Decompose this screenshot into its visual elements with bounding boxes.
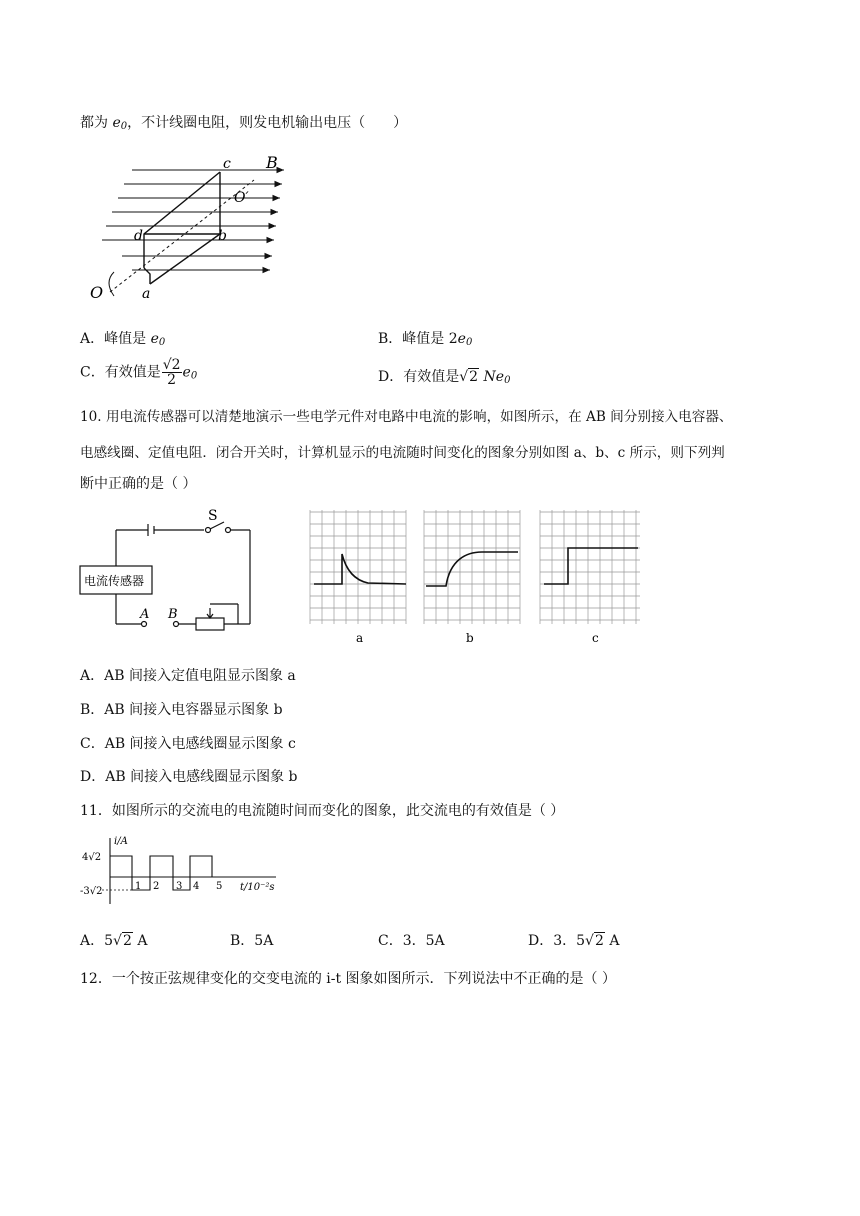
q11-ytop-label: 4√2 xyxy=(82,852,102,863)
q9-coil-figure xyxy=(84,150,294,308)
q10-option-a[interactable]: A．AB 间接入定值电阻显示图象 a xyxy=(80,668,296,684)
q10-stem-line3: 断中正确的是（ ） xyxy=(80,476,197,492)
q9-option-a[interactable]: A．峰值是 $e_0$ xyxy=(80,331,166,348)
q11-stem: 11．如图所示的交流电的电流随时间而变化的图象，此交流电的有效值是（ ） xyxy=(80,803,565,819)
rotation-arrow xyxy=(109,272,114,296)
q10-option-b[interactable]: B．AB 间接入电容器显示图象 b xyxy=(80,702,283,718)
q11-option-d[interactable]: D．3．5√2 A xyxy=(528,933,620,949)
sqrt: √2 xyxy=(459,369,479,385)
rotation-axis xyxy=(110,180,254,292)
coil xyxy=(144,172,220,284)
label-d: d xyxy=(134,228,143,244)
q10-option-d[interactable]: D．AB 间接入电感线圈显示图象 b xyxy=(80,769,298,785)
q11-tick-4: 4 xyxy=(193,881,200,892)
current-sensor-label: 电流传感器 xyxy=(84,574,145,588)
label-a: a xyxy=(142,286,151,302)
terminal-a-label: A xyxy=(140,607,150,622)
q10-graphs xyxy=(306,508,646,648)
graph-a-label: a xyxy=(356,631,364,645)
label-O: O xyxy=(90,283,104,302)
q9-option-c[interactable]: C．有效值是 $\frac{√2}{2}$ $e_0$ xyxy=(80,357,198,388)
q11-option-c[interactable]: C．3．5A xyxy=(378,933,445,949)
label-b: b xyxy=(218,228,227,244)
field-lines xyxy=(102,170,284,270)
q12-stem: 12．一个按正弦规律变化的交变电流的 i-t 图象如图所示．下列说法中不正确的是（ ） xyxy=(80,971,616,987)
q10-stem-line2: 电感线圈、定值电阻．闭合开关时，计算机显示的电流随时间变化的图象分别如图 a、b、c 所示，则下列判 xyxy=(80,445,725,461)
q11-ylabel: i/A xyxy=(114,836,128,847)
q9-stem: 都为 $e_0$，不计线圈电阻，则发电机输出电压（ ） xyxy=(80,115,408,132)
fraction: $\frac{√2}{2}$ xyxy=(162,357,181,388)
switch-label: S xyxy=(208,508,218,524)
graph-c-label: c xyxy=(592,631,599,645)
sqrt: √2 xyxy=(113,933,132,949)
q11-graph xyxy=(80,832,280,910)
q11-tick-3: 3 xyxy=(176,881,183,892)
q11-ybot-label: -3√2 xyxy=(80,886,103,897)
graph-b-label: b xyxy=(466,631,474,645)
terminal-b-label: B xyxy=(168,607,178,622)
q11-option-b[interactable]: B．5A xyxy=(230,933,274,949)
q11-tick-1: 1 xyxy=(135,881,142,892)
label-c: c xyxy=(223,156,231,172)
graph-a-curve xyxy=(314,554,406,584)
q11-tick-2: 2 xyxy=(153,881,160,892)
q10-stem-line1: 10. 用电流传感器可以清楚地演示一些电学元件对电路中电流的影响，如图所示，在 AB 间分别接入电容器、 xyxy=(80,409,733,425)
q11-xlabel: t/10⁻²s xyxy=(240,882,275,893)
sqrt: √2 xyxy=(585,933,604,949)
q10-option-c[interactable]: C．AB 间接入电感线圈显示图象 c xyxy=(80,736,296,752)
q10-circuit xyxy=(78,508,268,636)
q11-option-a[interactable]: A．5√2 A xyxy=(80,933,148,949)
q9-option-b[interactable]: B．峰值是 $2e_0$ xyxy=(378,331,473,348)
label-B: B xyxy=(266,153,278,172)
q9-option-d[interactable]: D．有效值是√2 $Ne_0$ xyxy=(378,369,511,386)
q11-tick-5: 5 xyxy=(216,881,223,892)
label-O-prime: O′ xyxy=(234,190,249,206)
